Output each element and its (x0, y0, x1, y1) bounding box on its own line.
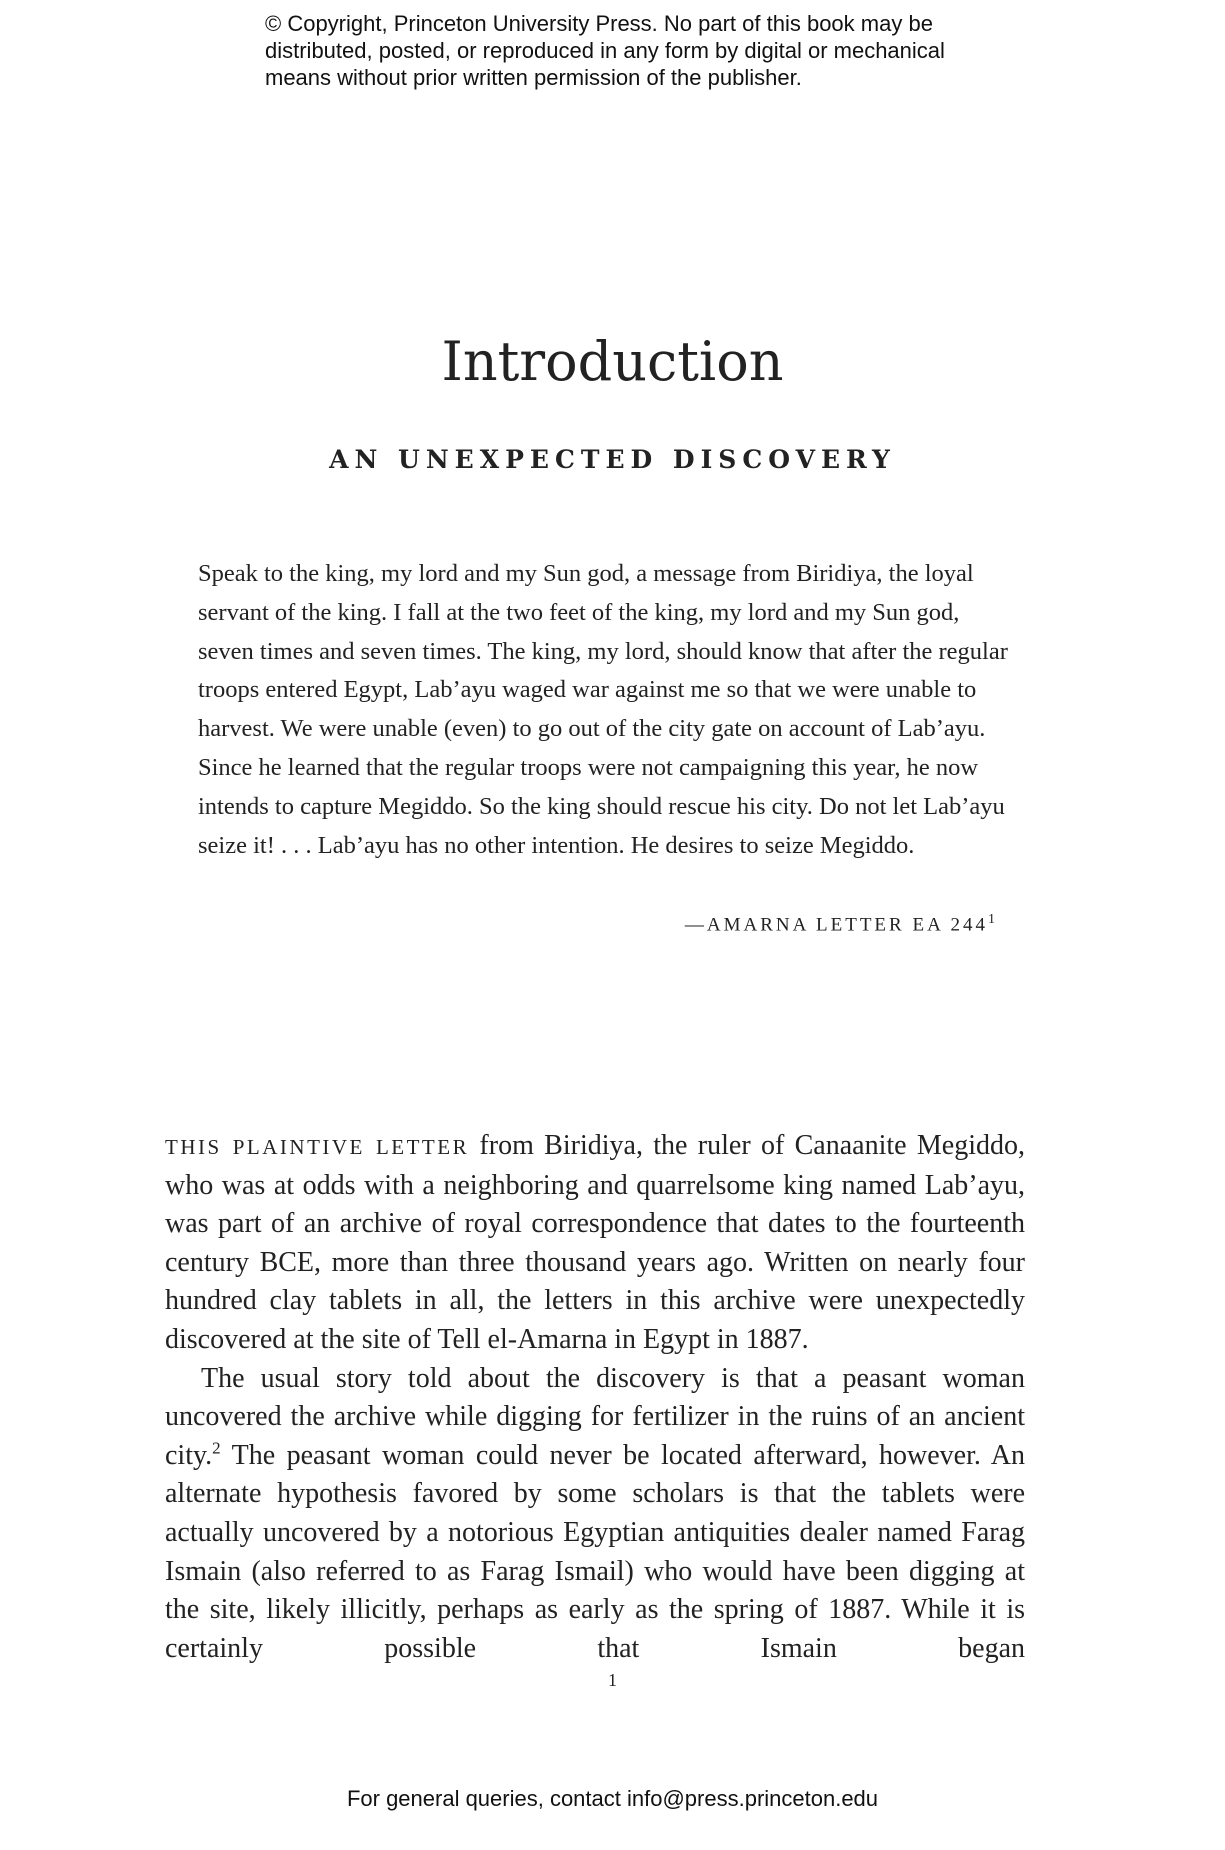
chapter-subtitle: AN UNEXPECTED DISCOVERY (329, 445, 896, 474)
page-number: 1 (608, 1670, 617, 1690)
lead-in-smallcaps: THIS PLAINTIVE LETTER (165, 1135, 470, 1159)
copyright-line: means without prior written permission of the publisher. (265, 65, 802, 90)
attribution-text: —AMARNA LETTER EA 244 (684, 914, 988, 936)
body-paragraph (165, 1127, 1025, 1360)
footnote-ref-1[interactable]: 1 (988, 912, 995, 927)
body-text (165, 1127, 1025, 1668)
footer-contact: For general queries, contact info@press.princeton.edu (346, 1786, 879, 1811)
chapter-title: Introduction (441, 330, 784, 393)
paragraph-text: from Biridiya, the ruler of Canaanite Megiddo, who was at odds with a neighboring and quarrelsome king named Lab’ayu, was part of an archive of royal correspondence that dates to the fourteenth century BCE, more than three thousand years ago. Written on nearly four hundred clay tablets in all, the letters in this archive were unexpectedly discovered at the site of Tell el-Amarna in Egypt in 1887. (165, 1130, 1025, 1355)
copyright-notice (265, 10, 1025, 91)
copyright-line: distributed, posted, or reproduced in any form by digital or mechanical (265, 38, 945, 63)
paragraph-text: The usual story told about the discovery is that a peasant woman uncovered the archive while digging for fertilizer in the ruins of an ancient city. (165, 1362, 1025, 1471)
copyright-line: © Copyright, Princeton University Press. No part of this book may be (265, 11, 933, 36)
paragraph-text: The peasant woman could never be located afterward, however. An alternate hypothesis favored by some scholars is that the tablets were actually uncovered by a notorious Egyptian antiquities dealer named Farag Ismain (also referred to as Farag Ismail) who would have been digging at the site, likely illicitly, perhaps as early as the spring of 1887. While it is certainly possible that Ismain began (165, 1439, 1025, 1664)
epigraph-text: Speak to the king, my lord and my Sun god, a message from Biridiya, the loyal servant of the king. I fall at the two feet of the king, my lord and my Sun god, seven times and seven times. The king, my lord, should know that after the regular troops entered Egypt, Lab’ayu waged war against me so that we were unable to harvest. We were unable (even) to go out of the city gate on account of Lab’ayu. Since he learned that the regular troops were not campaigning this year, he now intends to capture Megiddo. So the king should rescue his city. Do not let Lab’ayu seize it! . . . Lab’ayu has no other intention. He desires to seize Megiddo. (198, 560, 1008, 859)
epigraph-attribution (685, 912, 995, 936)
body-paragraph (165, 1360, 1025, 1669)
epigraph (198, 555, 1018, 865)
footnote-ref-2[interactable]: 2 (212, 1438, 221, 1458)
